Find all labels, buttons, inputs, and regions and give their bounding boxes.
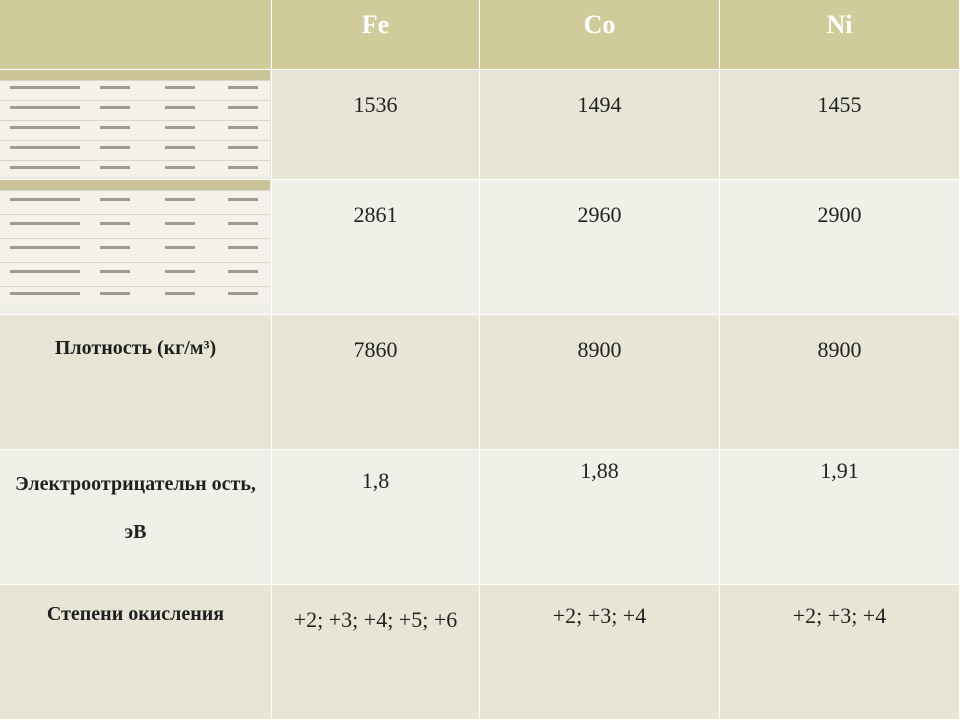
header-ni: Ni [720, 0, 960, 70]
cell-ni-oxidation: +2; +3; +4 [720, 585, 960, 720]
header-fe: Fe [272, 0, 480, 70]
slide-thumbnail-image [0, 70, 270, 178]
cell-ni-density: 8900 [720, 315, 960, 450]
cell-fe-density: 7860 [272, 315, 480, 450]
cell-co-oxidation: +2; +3; +4 [480, 585, 720, 720]
cell-co-boiling: 2960 [480, 180, 720, 315]
cell-fe-melting: 1536 [272, 70, 480, 180]
header-co: Co [480, 0, 720, 70]
cell-co-melting: 1494 [480, 70, 720, 180]
cell-co-density: 8900 [480, 315, 720, 450]
row-label-oxidation-states: Степени окисления [0, 585, 272, 720]
row-label-electronegativity: Электроотрицательн ость, эВ [0, 450, 272, 585]
header-empty [0, 0, 272, 70]
cell-ni-electronegativity: 1,91 [720, 450, 960, 585]
cell-fe-boiling: 2861 [272, 180, 480, 315]
cell-fe-oxidation: +2; +3; +4; +5; +6 [272, 585, 480, 720]
row-label-density: Плотность (кг/м³) [0, 315, 272, 450]
row-label-boiling-thumbnail [0, 180, 272, 315]
cell-ni-melting: 1455 [720, 70, 960, 180]
slide-thumbnail-image-2 [0, 180, 270, 300]
row-label-melting-thumbnail [0, 70, 272, 180]
cell-fe-electronegativity: 1,8 [272, 450, 480, 585]
cell-co-electronegativity: 1,88 [480, 450, 720, 585]
cell-ni-boiling: 2900 [720, 180, 960, 315]
